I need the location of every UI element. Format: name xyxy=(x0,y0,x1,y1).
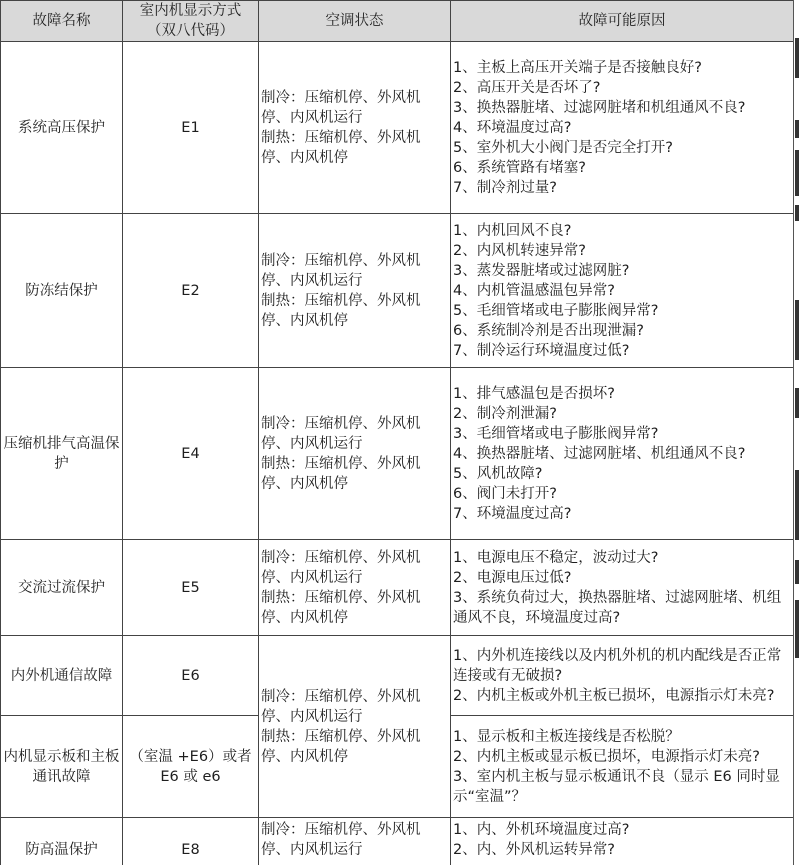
causes-cell xyxy=(451,368,794,540)
ac-status-text: 制冷：压缩机停、外风机停、内风机运行 制热：压缩机停、外风机停、内风机停 xyxy=(261,415,421,492)
header-display-code xyxy=(123,1,259,42)
cause-line: 2、高压开关是否坏了? xyxy=(453,79,601,96)
cause-line: 1、排气感温包是否损坏? xyxy=(453,385,615,402)
fault-name-cell: 内机显示板和主板通讯故障 xyxy=(1,716,123,818)
cause-line: 4、内机管温感温包异常? xyxy=(453,282,615,299)
ac-status-text: 制冷：压缩机停、外风机停、内风机运行 xyxy=(261,822,421,858)
cause-line: 3、换热器脏堵、过滤网脏堵和机组通风不良? xyxy=(453,99,746,116)
cause-line: 7、制冷运行环境温度过低? xyxy=(453,342,630,359)
table-row xyxy=(1,42,794,214)
fault-name-cell: 系统高压保护 xyxy=(1,42,123,214)
ac-status-cell xyxy=(259,214,451,368)
ac-status-cell xyxy=(259,368,451,540)
cause-line: 7、环境温度过高? xyxy=(453,505,572,522)
cause-line: 2、电源电压过低? xyxy=(453,569,572,586)
ac-status-text: 制冷：压缩机停、外风机停、内风机运行 制热：压缩机停、外风机停、内风机停 xyxy=(261,89,421,166)
fault-name-cell: 内外机通信故障 xyxy=(1,636,123,716)
fault-name-cell: 压缩机排气高温保护 xyxy=(1,368,123,540)
ac-status-text: 制冷：压缩机停、外风机停、内风机运行 制热：压缩机停、外风机停、内风机停 xyxy=(261,252,421,329)
cause-line: 5、毛细管堵或电子膨胀阀异常? xyxy=(453,302,659,319)
table-row xyxy=(1,214,794,368)
display-code-cell: E1 xyxy=(123,42,259,214)
cause-line: 4、环境温度过高? xyxy=(453,119,572,136)
table-row xyxy=(1,540,794,636)
cause-line: 5、风机故障? xyxy=(453,465,543,482)
cause-line: 1、电源电压不稳定，波动过大? xyxy=(453,549,659,566)
cause-line: 7、制冷剂过量? xyxy=(453,179,557,196)
cause-line: 5、室外机大小阀门是否完全打开? xyxy=(453,139,673,156)
cause-line: 2、制冷剂泄漏? xyxy=(453,405,557,422)
header-display-code-line2: （双八代码） xyxy=(147,23,234,39)
cause-line: 1、显示板和主板连接线是否松脱？ xyxy=(453,728,680,745)
cause-line: 6、系统制冷剂是否出现泄漏? xyxy=(453,322,644,339)
cause-line: 3、系统负荷过大，换热器脏堵、过滤网脏堵、机组通风不良，环境温度过高? xyxy=(453,589,782,626)
table-row xyxy=(1,818,794,865)
causes-cell xyxy=(451,214,794,368)
ac-status-cell xyxy=(259,636,451,818)
causes-cell xyxy=(451,818,794,865)
table-header-row xyxy=(1,1,794,42)
cause-line: 3、室内机主板与显示板通讯不良（显示 E6 同时显示“室温”？ xyxy=(453,768,780,805)
table-row xyxy=(1,368,794,540)
right-page-edge xyxy=(793,0,800,865)
cause-line: 6、系统管路有堵塞? xyxy=(453,159,586,176)
header-display-code-line1: 室内机显示方式 xyxy=(139,3,242,19)
cause-line: 6、阀门未打开? xyxy=(453,485,557,502)
cause-line: 3、毛细管堵或电子膨胀阀异常? xyxy=(453,425,659,442)
header-fault-name: 故障名称 xyxy=(1,1,123,42)
fault-name-cell: 防冻结保护 xyxy=(1,214,123,368)
display-code-cell: （室温 +E6）或者 E6 或 e6 xyxy=(123,716,259,818)
fault-name-cell: 交流过流保护 xyxy=(1,540,123,636)
cause-line: 2、内风机转速异常? xyxy=(453,242,586,259)
causes-cell xyxy=(451,636,794,716)
ac-status-cell xyxy=(259,540,451,636)
fault-name-cell: 防高温保护 xyxy=(1,818,123,865)
table-row xyxy=(1,636,794,716)
cause-line: 3、蒸发器脏堵或过滤网脏? xyxy=(453,262,630,279)
ac-status-cell xyxy=(259,818,451,865)
display-code-cell: E6 xyxy=(123,636,259,716)
display-code-cell: E2 xyxy=(123,214,259,368)
causes-cell xyxy=(451,716,794,818)
display-code-cell: E5 xyxy=(123,540,259,636)
causes-cell xyxy=(451,42,794,214)
header-possible-causes: 故障可能原因 xyxy=(451,1,794,42)
ac-status-text: 制冷：压缩机停、外风机停、内风机运行 制热：压缩机停、外风机停、内风机停 xyxy=(261,688,421,765)
cause-line: 1、内外机连接线以及内机外机的机内配线是否正常连接或有无破损? xyxy=(453,647,782,684)
cause-line: 1、内机回风不良? xyxy=(453,222,572,239)
cause-line: 1、主板上高压开关端子是否接触良好? xyxy=(453,59,702,76)
cause-line: 1、内、外机环境温度过高? xyxy=(453,822,630,838)
ac-status-cell xyxy=(259,42,451,214)
display-code-cell: E8 xyxy=(123,818,259,865)
header-ac-status: 空调状态 xyxy=(259,1,451,42)
ac-status-text: 制冷：压缩机停、外风机停、内风机运行 制热：压缩机停、外风机停、内风机停 xyxy=(261,549,421,626)
display-code-cell: E4 xyxy=(123,368,259,540)
cause-line: 2、内、外风机运转异常? xyxy=(453,842,615,858)
causes-cell xyxy=(451,540,794,636)
cause-line: 2、内机主板或显示板已损坏，电源指示灯未亮? xyxy=(453,748,760,765)
cause-line: 2、内机主板或外机主板已损坏，电源指示灯未亮? xyxy=(453,687,775,704)
cause-line: 4、换热器脏堵、过滤网脏堵、机组通风不良? xyxy=(453,445,746,462)
